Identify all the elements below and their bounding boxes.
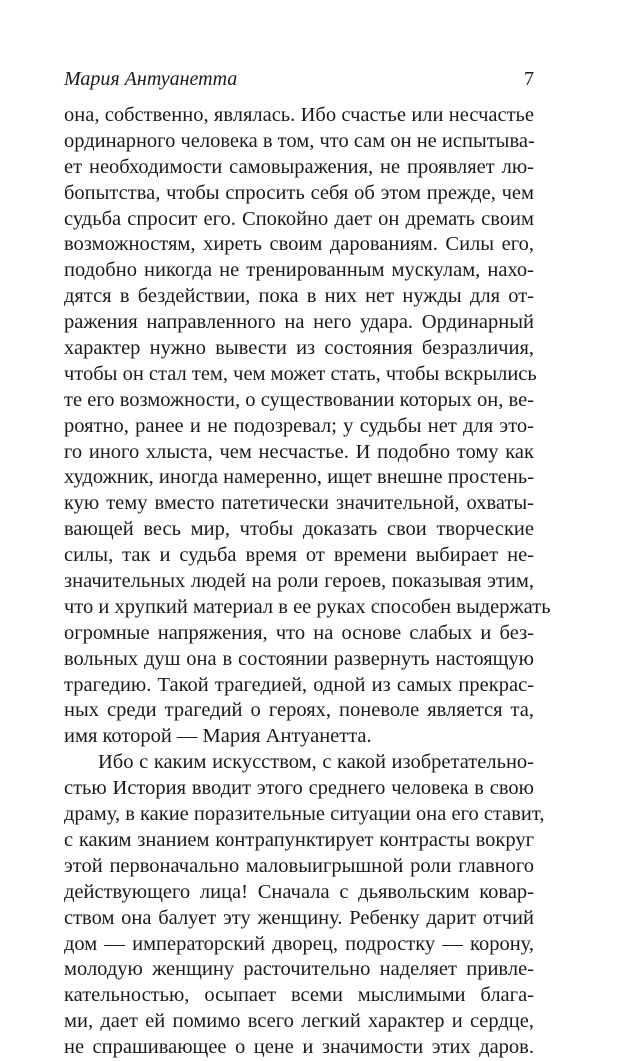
text-line: бопытства, чтобы спросить себя об этом прежде, чем [64,181,534,204]
text-line: имя которой — Мария Антуанетта. [64,725,372,748]
text-line: ординарного человека в том, что сам он не испытыва- [64,129,535,152]
text-line: характер нужно вывести из состояния безразличия, [64,337,534,360]
text-line: она, собственно, являлась. Ибо счастье или несчастье [64,104,534,126]
paragraph-2 [64,750,545,1061]
text-line: дом — императорский дворец, подростку — корону, [64,932,534,955]
running-head [64,66,534,92]
paragraph-1 [64,103,551,750]
page-number: 7 [524,68,534,90]
text-line: ных среди трагедий о героях, поневоле является та, [64,699,534,722]
text-line: возможностям, хиреть своим дарованиям. Силы его, [64,233,534,256]
text-line: роятно, ранее и не подозревал; у судьбы нет для это- [64,414,534,437]
text-line: художник, иногда намеренно, ищет внешне простень- [64,466,535,489]
text-line: силы, так и судьба время от времени выбирает не- [64,544,534,567]
text-line: огромные напряжения, что на основе слабых и без- [64,621,534,644]
text-line: этой первоначально маловыигрышной роли главного [64,854,534,877]
text-line: ет необходимости самовыражения, не проявляет лю- [64,155,534,178]
text-line: го иного хлыста, чем несчастье. И подобно тому как [64,440,534,463]
text-line: значительных людей на роли героев, показывая этим, [64,570,534,593]
text-line: с каким знанием контрапунктирует контрасты вокруг [64,828,534,851]
text-line: кательностью, осыпает всеми мыслимыми блага- [64,984,534,1007]
body-text [64,103,551,1061]
text-line: судьба спросит его. Спокойно дает он дремать своим [64,207,534,230]
text-line: действующего лица! Сначала с дьявольским ковар- [64,880,534,903]
text-line: те его возможности, о существовании которых он, ве- [64,388,534,411]
text-line: не спрашивающее о цене и значимости этих даров. [64,1036,534,1059]
text-line: молодую женщину расточительно наделяет привле- [64,958,534,981]
text-line: подобно никогда не тренированным мускулам, нахо- [64,259,534,282]
text-line: вольных душ она в состоянии развернуть настоящую [64,647,534,670]
text-line: ством она балует эту женщину. Ребенку дарит отчий [64,906,534,929]
text-line: ми, дает ей помимо всего легкий характер и сердце, [64,1010,534,1033]
running-title: Мария Антуанетта [64,68,238,90]
text-line: дятся в бездействии, пока в них нет нужды для от- [64,285,534,308]
text-line: Ибо с каким искусством, с какой изобретательно- [98,751,534,774]
text-line: стью История вводит этого среднего человека в свою [64,777,534,800]
text-line: чтобы он стал тем, чем может стать, чтобы вскрылись [64,362,537,385]
text-line: кую тему вместо патетически значительной, охваты- [64,492,534,515]
text-line: что и хрупкий материал в ее руках способен выдержать [64,595,551,618]
text-line: трагедию. Такой трагедией, одной из самых прекрас- [64,673,534,696]
text-line: вающей весь мир, чтобы доказать свои творческие [64,518,534,541]
text-line: ражения направленного на него удара. Ординарный [64,311,534,334]
text-line: драму, в какие поразительные ситуации она его ставит, [64,803,545,826]
